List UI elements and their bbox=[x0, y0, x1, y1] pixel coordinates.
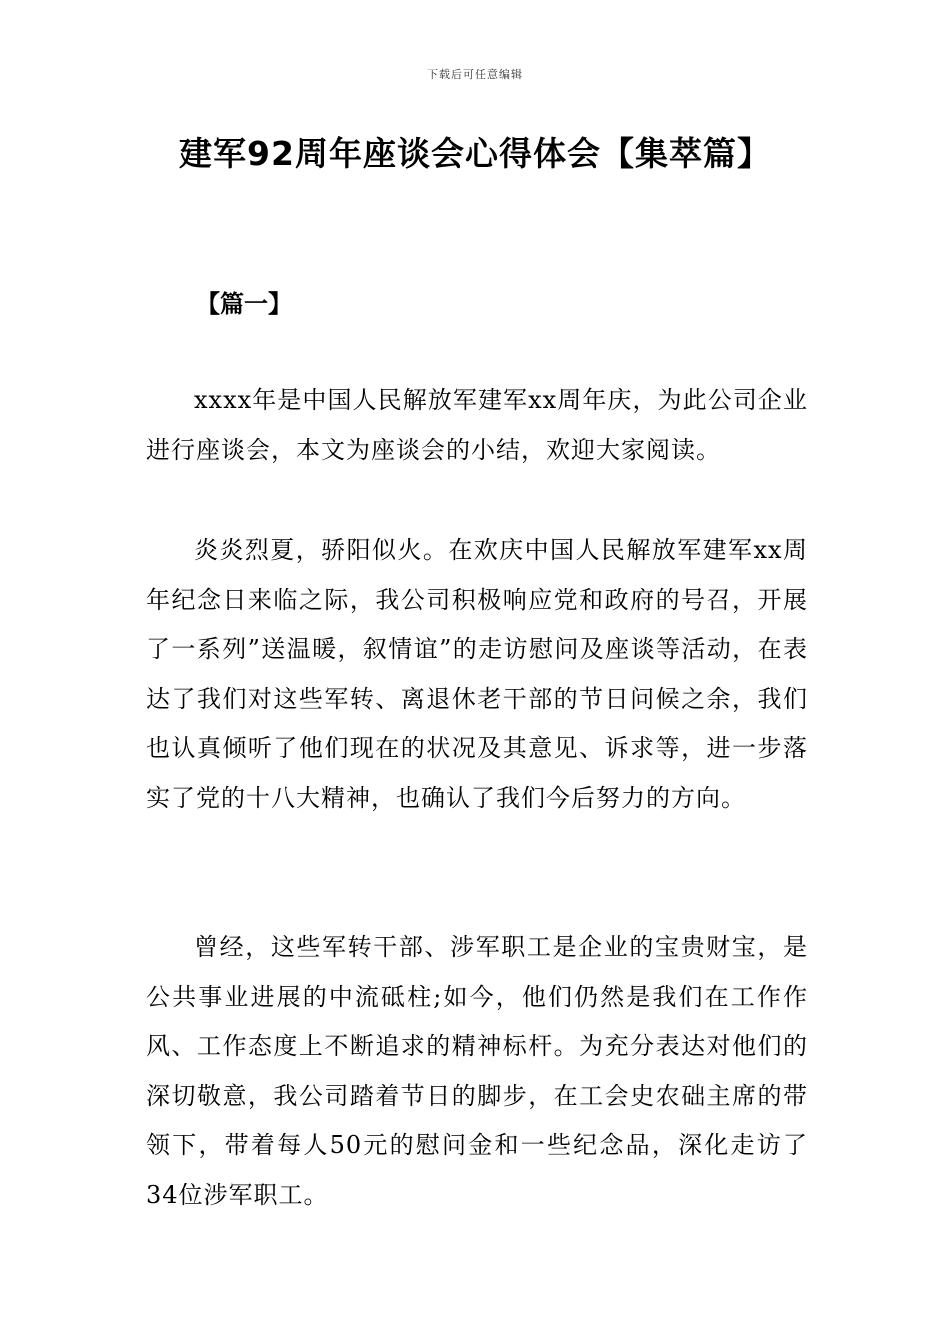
body-paragraph: xxxx年是中国人民解放军建军xx周年庆，为此公司企业进行座谈会，本文为座谈会的小结，欢迎大家阅读。 bbox=[146, 386, 808, 464]
body-paragraph: 炎炎烈夏，骄阳似火。在欢庆中国人民解放军建军xx周年纪念日来临之际，我公司积极响应党和政府的号召，开展了一系列”送温暖，叙情谊”的走访慰问及座谈等活动，在表达了我们对这些军转、离退休老干部的节日问候之余，我们也认真倾听了他们现在的状况及其意见、诉求等，进一步落实了党的十八大精神，也确认了我们今后努力的方向。 bbox=[146, 536, 808, 812]
document-title: 建军92周年座谈会心得体会【集萃篇】 bbox=[179, 134, 771, 173]
section-heading: 【篇一】 bbox=[196, 289, 292, 318]
body-paragraph: 曾经，这些军转干部、涉军职工是企业的宝贵财宝，是公共事业进展的中流砥柱;如今，他们仍然是我们在工作作风、工作态度上不断追求的精神标杆。为充分表达对他们的深切敬意，我公司踏着节日的脚步，在工会史农础主席的带领下，带着每人50元的慰问金和一些纪念品，深化走访了34位涉军职工。 bbox=[146, 933, 808, 1209]
header-note: 下载后可任意编辑 bbox=[427, 68, 523, 81]
